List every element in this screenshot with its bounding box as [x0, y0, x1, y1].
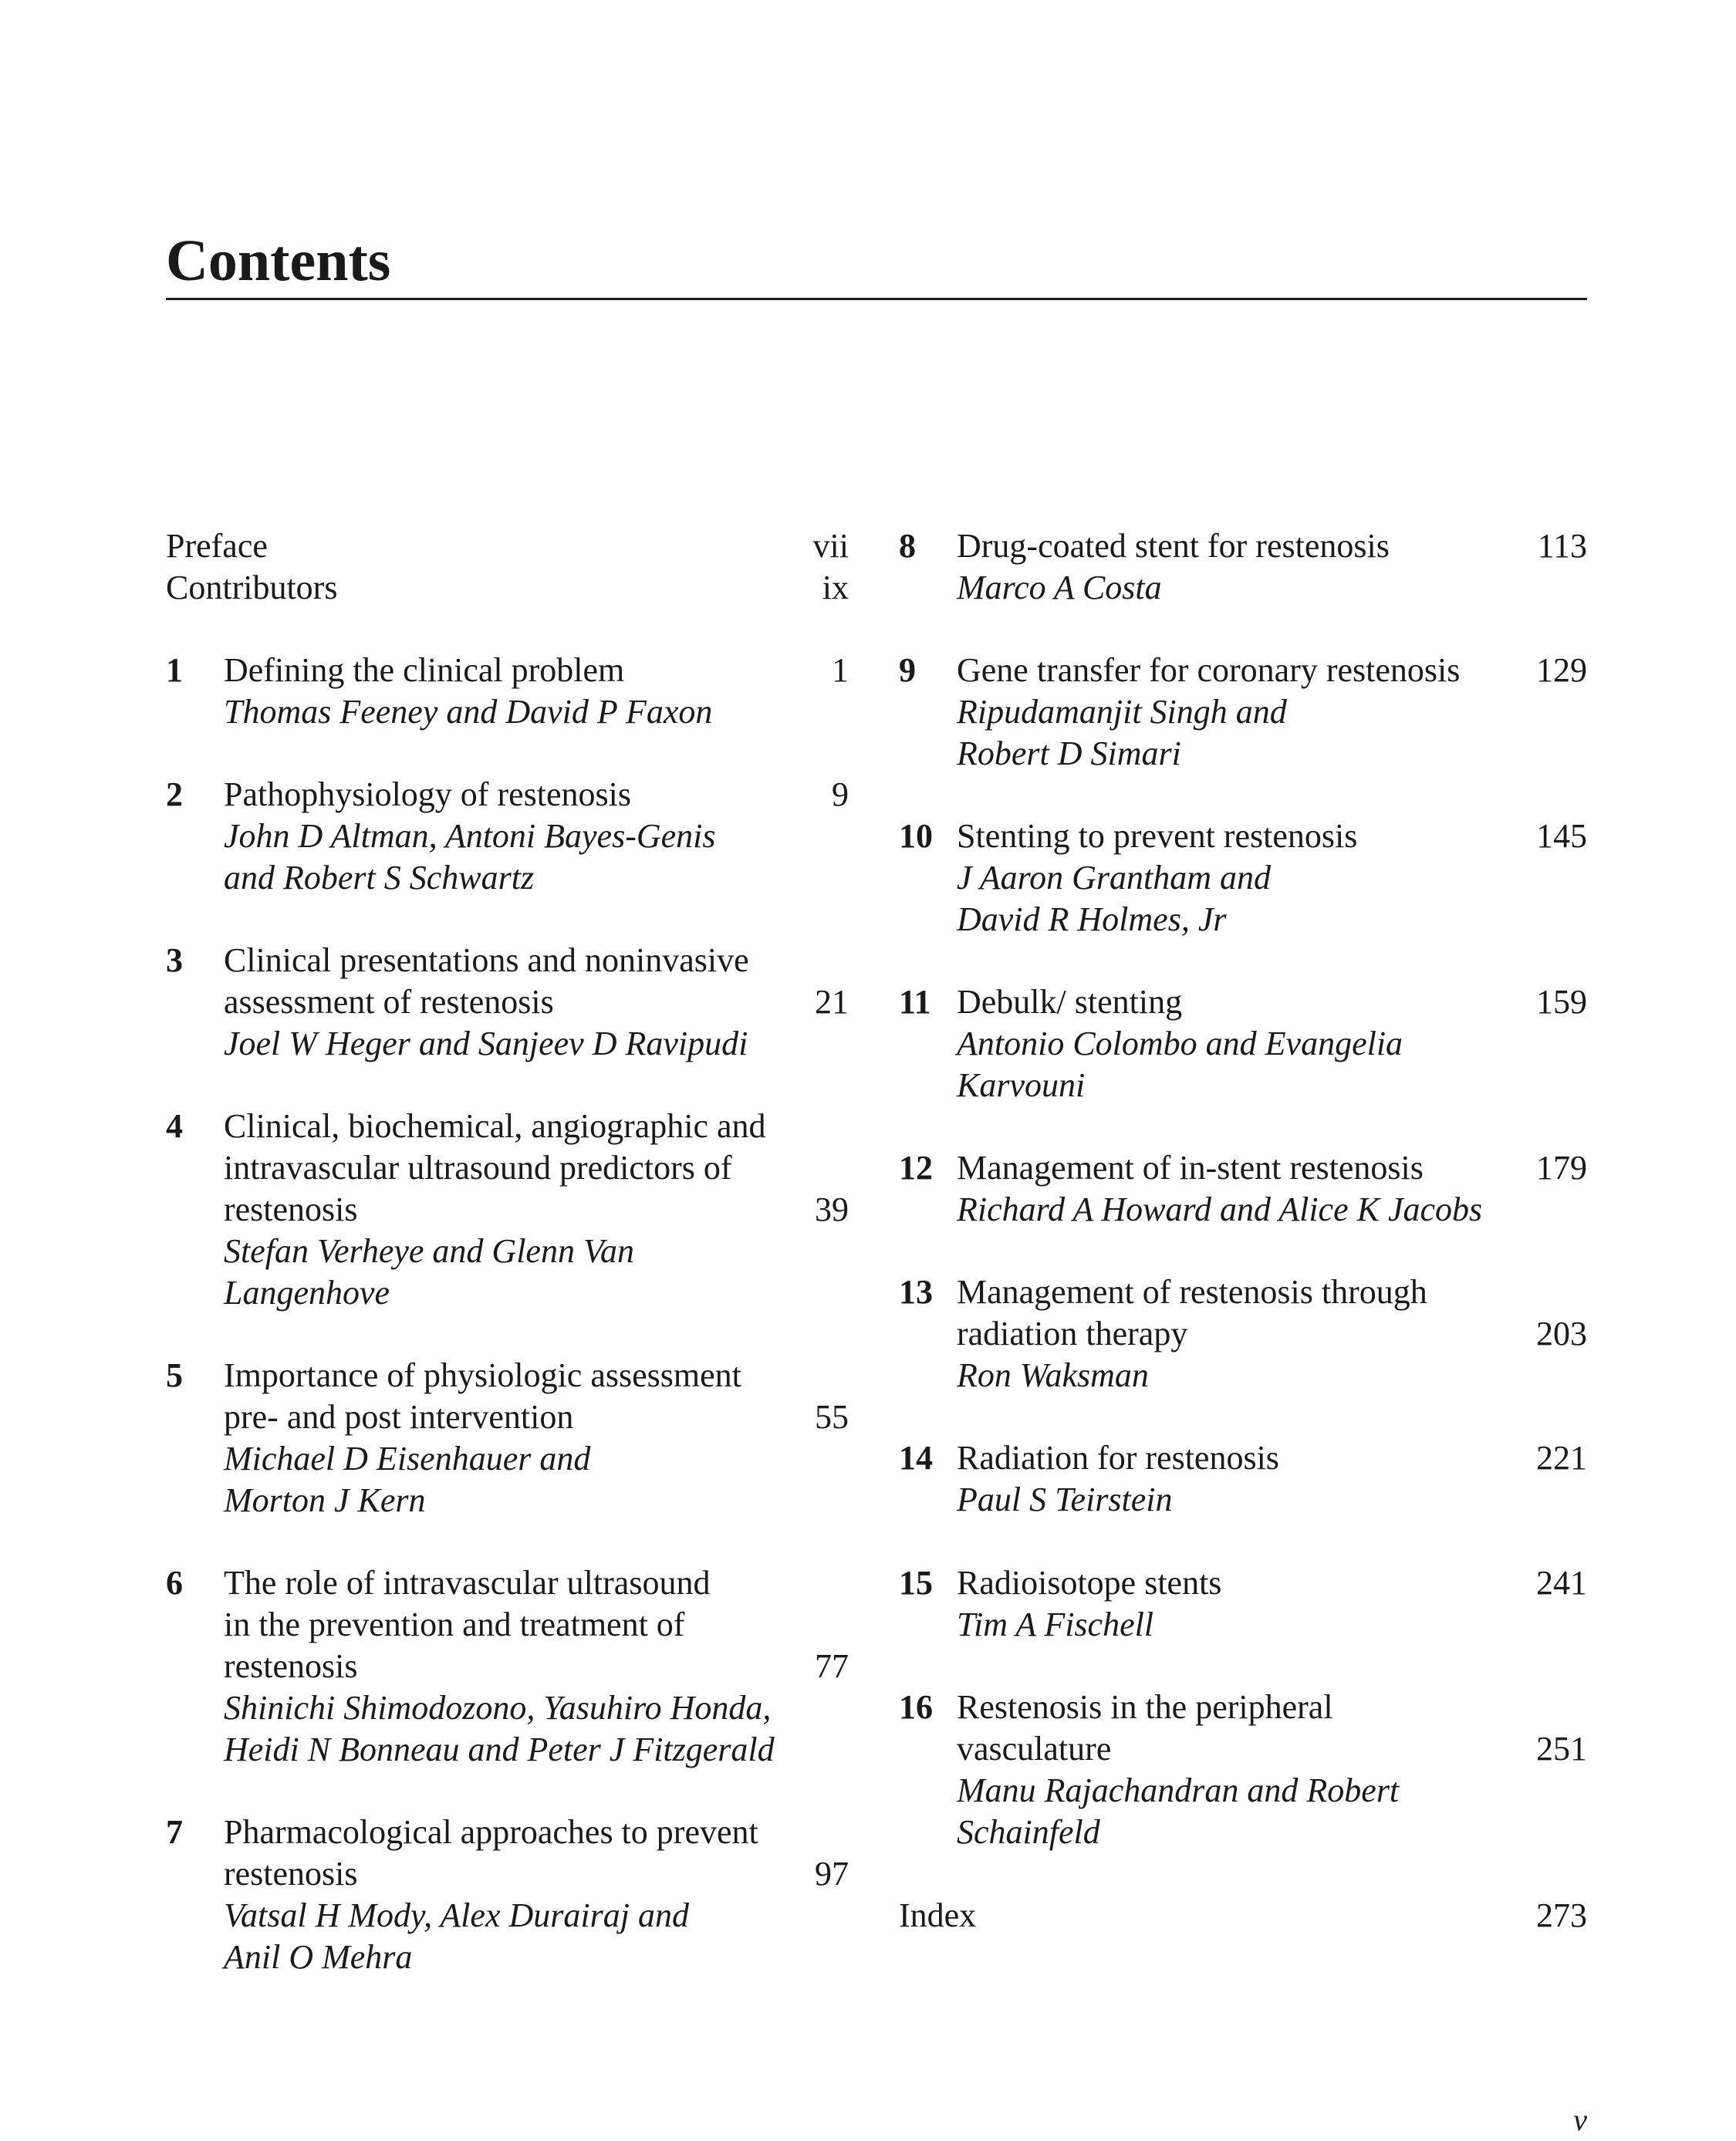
toc-chapter-page: 39	[815, 1190, 849, 1228]
toc-chapter-authors: David R Holmes, Jr	[957, 900, 1227, 938]
page-title: Contents	[166, 228, 391, 293]
toc-chapter-title: in the prevention and treatment of	[224, 1606, 685, 1643]
toc-index[interactable]	[899, 1895, 1587, 1937]
toc-chapter-number: 1	[166, 651, 183, 689]
toc-chapter-title-line	[957, 1147, 1587, 1189]
toc-chapter-page: 55	[815, 1398, 849, 1436]
toc-chapter-title-line	[957, 981, 1587, 1023]
toc-chapter-authors: Manu Rajachandran and Robert	[957, 1771, 1400, 1809]
toc-chapter-authors: Heidi N Bonneau and Peter J Fitzgerald	[224, 1731, 775, 1768]
toc-chapter-title-line	[224, 981, 849, 1023]
toc-chapter-number: 13	[899, 1273, 933, 1311]
toc-chapter-authors: John D Altman, Antoni Bayes-Genis	[224, 817, 716, 855]
toc-chapter-title-line	[957, 525, 1587, 567]
toc-chapter-number: 14	[899, 1439, 933, 1477]
toc-chapter-title: assessment of restenosis	[224, 983, 554, 1021]
toc-chapter-body	[224, 1106, 849, 1314]
toc-chapter-page: 97	[815, 1855, 849, 1893]
toc-chapter-title-line	[224, 1853, 849, 1895]
toc-chapter-title-line	[957, 816, 1587, 857]
toc-chapter-number: 6	[166, 1564, 183, 1602]
toc-chapter-authors: Shinichi Shimodozono, Yasuhiro Honda,	[224, 1689, 772, 1727]
toc-front-title: Preface	[166, 527, 268, 565]
toc-chapter-authors: Morton J Kern	[224, 1481, 426, 1519]
toc-front-preface[interactable]	[166, 525, 849, 567]
toc-chapter-page: 77	[815, 1647, 849, 1685]
toc-chapter-title-line	[224, 650, 849, 691]
toc-chapter-number: 10	[899, 817, 933, 855]
toc-chapter-body	[224, 774, 849, 899]
toc-chapter-title-line	[224, 1189, 849, 1231]
toc-chapter-authors: Schainfeld	[957, 1813, 1100, 1851]
toc-chapter-number: 2	[166, 775, 183, 813]
toc-chapter-title-line	[957, 1728, 1587, 1770]
toc-chapter-title: vasculature	[957, 1730, 1112, 1768]
toc-chapter-title-line	[957, 1562, 1587, 1604]
toc-chapter-body	[224, 1355, 849, 1521]
toc-chapter-authors: Ripudamanjit Singh and	[957, 693, 1287, 731]
toc-chapter-title: Management of restenosis through	[957, 1273, 1427, 1311]
toc-chapter-authors: Karvouni	[957, 1066, 1086, 1104]
toc-chapter-page: 241	[1536, 1564, 1587, 1602]
toc-index-page: 273	[1536, 1896, 1587, 1934]
toc-front-title: Contributors	[166, 569, 338, 606]
toc-chapter-page: 145	[1536, 817, 1587, 855]
toc-chapter-title: The role of intravascular ultrasound	[224, 1564, 711, 1602]
toc-index-title: Index	[899, 1896, 977, 1934]
toc-chapter-page: 9	[832, 775, 849, 813]
toc-chapter-body	[957, 525, 1587, 609]
toc-chapter-authors: Tim A Fischell	[957, 1606, 1154, 1643]
toc-chapter-authors: Vatsal H Mody, Alex Durairaj and	[224, 1896, 689, 1934]
toc-chapter-body	[957, 1437, 1587, 1521]
toc-chapter-number: 7	[166, 1813, 183, 1851]
toc-chapter-authors: Paul S Teirstein	[957, 1481, 1173, 1518]
toc-chapter-title: Restenosis in the peripheral	[957, 1688, 1333, 1726]
toc-chapter-body	[957, 650, 1587, 775]
toc-chapter-number: 12	[899, 1149, 933, 1187]
title-rule	[166, 298, 1587, 300]
toc-chapter-page: 179	[1536, 1149, 1587, 1187]
toc-chapter-title: Clinical presentations and noninvasive	[224, 941, 749, 979]
toc-chapter-title: Gene transfer for coronary restenosis	[957, 651, 1461, 689]
toc-chapter-title: Stenting to prevent restenosis	[957, 817, 1358, 855]
toc-chapter-page: 113	[1537, 527, 1587, 565]
toc-chapter-body	[957, 1271, 1587, 1396]
toc-chapter-authors: Joel W Heger and Sanjeev D Ravipudi	[224, 1025, 748, 1062]
toc-chapter-page: 221	[1536, 1439, 1587, 1477]
toc-chapter-number: 15	[899, 1564, 933, 1602]
toc-chapter-authors: J Aaron Grantham and	[957, 859, 1271, 897]
toc-chapter-title: Management of in-stent restenosis	[957, 1149, 1424, 1187]
toc-chapter-body	[224, 940, 849, 1065]
toc-chapter-number: 11	[899, 983, 931, 1021]
page-folio: v	[1573, 2102, 1587, 2137]
toc-chapter-title: Debulk/ stenting	[957, 983, 1183, 1021]
toc-chapter-title-line	[224, 1147, 849, 1189]
toc-chapter-title: Radiation for restenosis	[957, 1439, 1279, 1477]
toc-chapter-body	[957, 1562, 1587, 1646]
toc-chapter-authors: Ron Waksman	[957, 1356, 1149, 1394]
toc-chapter-title: Pharmacological approaches to prevent	[224, 1813, 758, 1851]
toc-chapter-number: 8	[899, 527, 916, 565]
toc-front-page: vii	[812, 527, 849, 565]
toc-chapter-authors: Richard A Howard and Alice K Jacobs	[957, 1190, 1483, 1228]
toc-chapter-title: radiation therapy	[957, 1315, 1188, 1352]
toc-chapter-body	[957, 816, 1587, 940]
toc-chapter-number: 3	[166, 941, 183, 979]
toc-chapter-number: 9	[899, 651, 916, 689]
toc-chapter-title-line	[224, 1396, 849, 1438]
toc-chapter-number: 5	[166, 1356, 183, 1394]
toc-chapter-title-line	[224, 1646, 849, 1687]
toc-chapter-body	[224, 650, 849, 733]
toc-chapter-title-line	[957, 650, 1587, 691]
toc-chapter-title-line	[224, 1812, 849, 1853]
toc-chapter-body	[224, 1562, 849, 1771]
toc-chapter-title-line	[224, 940, 849, 981]
toc-chapter-page: 129	[1536, 651, 1587, 689]
toc-front-contributors[interactable]	[166, 567, 849, 609]
toc-chapter-body	[224, 1812, 849, 1978]
toc-chapter-title-line	[224, 1106, 849, 1147]
toc-front-page: ix	[822, 569, 849, 606]
toc-chapter-body	[957, 1147, 1587, 1231]
toc-chapter-title: Defining the clinical problem	[224, 651, 625, 689]
toc-chapter-title-line	[957, 1687, 1587, 1728]
toc-chapter-number: 16	[899, 1688, 933, 1726]
toc-chapter-title-line	[224, 1562, 849, 1604]
toc-chapter-title: Pathophysiology of restenosis	[224, 775, 631, 813]
toc-chapter-authors: Stefan Verheye and Glenn Van	[224, 1232, 634, 1270]
toc-chapter-title: intravascular ultrasound predictors of	[224, 1149, 732, 1187]
toc-chapter-title: restenosis	[224, 1190, 358, 1228]
toc-chapter-page: 21	[815, 983, 849, 1021]
toc-chapter-body	[957, 981, 1587, 1106]
toc-chapter-title-line	[224, 1355, 849, 1396]
toc-chapter-title: restenosis	[224, 1855, 358, 1893]
toc-chapter-authors: and Robert S Schwartz	[224, 859, 535, 897]
toc-chapter-body	[957, 1687, 1587, 1853]
toc-chapter-title-line	[957, 1271, 1587, 1313]
toc-chapter-title: Importance of physiologic assessment	[224, 1356, 741, 1394]
toc-chapter-authors: Antonio Colombo and Evangelia	[957, 1025, 1403, 1062]
toc-chapter-title: restenosis	[224, 1647, 358, 1685]
toc-chapter-title-line	[224, 774, 849, 816]
toc-chapter-page: 159	[1536, 983, 1587, 1021]
toc-chapter-authors: Robert D Simari	[957, 734, 1181, 772]
toc-chapter-page: 1	[832, 651, 849, 689]
toc-chapter-title-line	[224, 1604, 849, 1646]
toc-chapter-page: 251	[1536, 1730, 1587, 1768]
toc-chapter-title-line	[957, 1313, 1587, 1355]
toc-chapter-title: pre- and post intervention	[224, 1398, 574, 1436]
toc-chapter-title: Clinical, biochemical, angiographic and	[224, 1107, 766, 1145]
toc-chapter-authors: Thomas Feeney and David P Faxon	[224, 693, 713, 731]
toc-chapter-title-line	[957, 1437, 1587, 1479]
toc-chapter-authors: Langenhove	[224, 1274, 390, 1312]
toc-chapter-authors: Michael D Eisenhauer and	[224, 1440, 591, 1477]
toc-chapter-title: Drug-coated stent for restenosis	[957, 527, 1390, 565]
toc-chapter-authors: Marco A Costa	[957, 569, 1162, 606]
toc-chapter-title: Radioisotope stents	[957, 1564, 1222, 1602]
toc-chapter-number: 4	[166, 1107, 183, 1145]
toc-chapter-authors: Anil O Mehra	[224, 1938, 413, 1976]
toc-chapter-page: 203	[1536, 1315, 1587, 1352]
